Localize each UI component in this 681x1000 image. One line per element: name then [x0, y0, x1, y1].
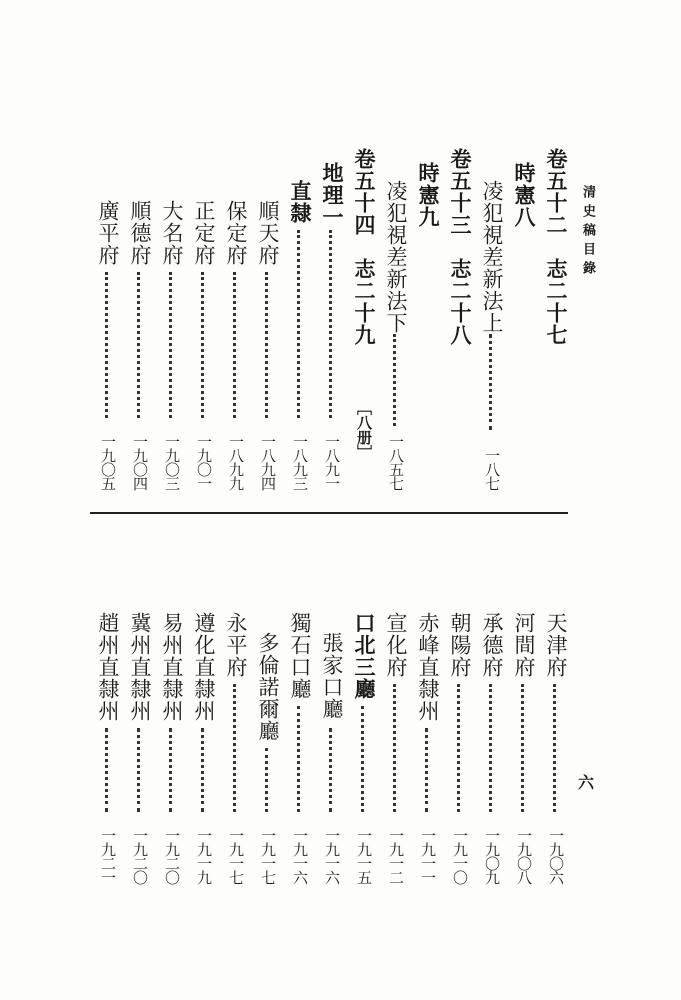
toc-entry-label: 冀州直隸州	[128, 612, 152, 722]
dot-leader	[329, 728, 338, 812]
toc-entry-label: 卷五十二 志二十七	[544, 148, 569, 346]
toc-entry-label: 河間府	[512, 612, 536, 678]
toc-entry-page: 一八九四	[259, 434, 277, 490]
running-head: 清史稿目錄	[580, 185, 595, 280]
toc-entry-guangping[interactable]	[92, 148, 124, 490]
toc-entry-page: 一九一二	[387, 828, 405, 884]
toc-entry-chengde[interactable]	[476, 612, 508, 884]
toc-entry-tianjin[interactable]	[540, 612, 572, 884]
toc-entry-label: 易州直隸州	[160, 612, 184, 722]
toc-entry-label: 口北三廳	[352, 612, 377, 700]
dot-leader	[137, 272, 146, 418]
dot-leader	[329, 230, 338, 418]
toc-entry-label: 保定府	[224, 200, 248, 266]
toc-entry-lingfan-xia[interactable]	[380, 148, 412, 490]
toc-entry-label: 順德府	[128, 200, 152, 266]
toc-entry-page: 一九〇五	[99, 434, 117, 490]
dot-leader	[265, 272, 274, 418]
dot-leader	[169, 728, 178, 812]
toc-entry-label: 大名府	[160, 200, 184, 266]
dot-leader	[297, 706, 306, 812]
dot-leader	[201, 272, 210, 418]
dot-leader	[233, 272, 242, 418]
dot-leader	[553, 684, 562, 812]
toc-entry-duolunnuoer[interactable]	[252, 612, 284, 884]
toc-entry-label: 時憲九	[416, 162, 441, 228]
dot-leader	[489, 684, 498, 812]
toc-entry-shixian-9[interactable]	[412, 148, 444, 490]
toc-entry-page: 一九一一	[419, 828, 437, 884]
toc-entry-juan-52[interactable]	[540, 148, 572, 490]
toc-entry-label: 承德府	[480, 612, 504, 678]
toc-entry-label: 凌犯視差新法下	[384, 180, 408, 334]
toc-entry-page: 一九一七	[227, 828, 245, 884]
toc-entry-page: 一九〇三	[163, 434, 181, 490]
toc-entry-page: 一八五七	[387, 434, 405, 490]
dot-leader	[361, 706, 370, 812]
toc-entry-page: 一八九三	[291, 434, 309, 490]
toc-entry-shuntian[interactable]	[252, 148, 284, 490]
toc-entry-page: 一九〇一	[195, 434, 213, 490]
toc-entry-label: 多倫諾爾廳	[256, 632, 280, 742]
toc-entry-page: 一八九一	[323, 434, 341, 490]
dot-leader	[169, 272, 178, 418]
toc-entry-label: 卷五十三 志二十八	[448, 148, 473, 346]
toc-entry-label: 時憲八	[512, 162, 537, 228]
dot-leader	[233, 684, 242, 812]
toc-entry-juan-54[interactable]	[348, 148, 380, 490]
volume-marker: ［八册］	[355, 400, 373, 460]
toc-entry-baoding[interactable]	[220, 148, 252, 490]
toc-entry-juan-53[interactable]	[444, 148, 476, 490]
toc-entry-label: 順天府	[256, 200, 280, 266]
toc-entry-dushikou[interactable]	[284, 612, 316, 884]
toc-entry-page: 一九〇六	[547, 828, 565, 884]
toc-entry-label: 趙州直隸州	[96, 612, 120, 722]
dot-leader	[105, 728, 114, 812]
toc-entry-page: 一九一九	[195, 828, 213, 884]
toc-entry-zhengding[interactable]	[188, 148, 220, 490]
dot-leader	[265, 748, 274, 812]
toc-entry-label: 直隸	[288, 180, 313, 224]
toc-entry-page: 一九〇八	[515, 828, 533, 884]
toc-entry-koubei[interactable]	[348, 612, 380, 884]
page-folio: 六	[578, 773, 595, 792]
toc-entry-daming[interactable]	[156, 148, 188, 490]
dot-leader	[521, 684, 530, 812]
toc-entry-dili-1[interactable]	[316, 148, 348, 490]
toc-entry-label: 天津府	[544, 612, 568, 678]
toc-entry-page: 一九一六	[323, 828, 341, 884]
dot-leader	[489, 334, 498, 430]
dot-leader	[457, 684, 466, 812]
toc-entry-page: 一九二一	[99, 828, 117, 884]
section-divider	[90, 512, 568, 514]
toc-entry-label: 宣化府	[384, 612, 408, 678]
toc-entry-label: 卷五十四 志二十九	[352, 148, 377, 346]
toc-entry-zhili[interactable]	[284, 148, 316, 490]
toc-entry-yizhou[interactable]	[156, 612, 188, 884]
toc-entry-label: 廣平府	[96, 200, 120, 266]
toc-entry-label: 凌犯視差新法上	[480, 180, 504, 334]
toc-entry-label: 永平府	[224, 612, 248, 678]
toc-entry-page: 一八七	[483, 448, 501, 490]
toc-entry-label: 獨石口廳	[288, 612, 312, 700]
dot-leader	[201, 728, 210, 812]
toc-entry-jizhou[interactable]	[124, 612, 156, 884]
toc-entry-lingfan-shang[interactable]	[476, 148, 508, 490]
toc-entry-page: 一九一六	[291, 828, 309, 884]
toc-entry-label: 張家口廳	[320, 632, 344, 720]
toc-entry-label: 遵化直隸州	[192, 612, 216, 722]
toc-entry-hejian[interactable]	[508, 612, 540, 884]
toc-entry-label: 朝陽府	[448, 612, 472, 678]
toc-entry-page: 一九〇九	[483, 828, 501, 884]
toc-entry-xuanhua[interactable]	[380, 612, 412, 884]
toc-entry-yongping[interactable]	[220, 612, 252, 884]
dot-leader	[393, 684, 402, 812]
toc-entry-label: 地理一	[320, 162, 345, 228]
toc-entry-label: 正定府	[192, 200, 216, 266]
dot-leader	[393, 334, 402, 426]
toc-entry-shunde[interactable]	[124, 148, 156, 490]
dot-leader	[425, 728, 434, 812]
toc-entry-page: 一九一七	[259, 828, 277, 884]
dot-leader	[137, 728, 146, 812]
toc-entry-page: 一九一五	[355, 828, 373, 884]
toc-entry-label: 赤峰直隸州	[416, 612, 440, 722]
toc-entry-page: 一九〇四	[131, 434, 149, 490]
toc-entry-page: 一八九九	[227, 434, 245, 490]
toc-entry-chaoyang[interactable]	[444, 612, 476, 884]
toc-entry-page: 一九二〇	[131, 828, 149, 884]
dot-leader	[105, 272, 114, 418]
toc-entry-zunhua[interactable]	[188, 612, 220, 884]
toc-entry-zhaozhou[interactable]	[92, 612, 124, 884]
dot-leader	[297, 230, 306, 418]
toc-entry-page: 一九一〇	[451, 828, 469, 884]
toc-entry-page: 一九二〇	[163, 828, 181, 884]
toc-entry-chifeng[interactable]	[412, 612, 444, 884]
toc-entry-shixian-8[interactable]	[508, 148, 540, 490]
toc-entry-zhangjiakou[interactable]	[316, 612, 348, 884]
